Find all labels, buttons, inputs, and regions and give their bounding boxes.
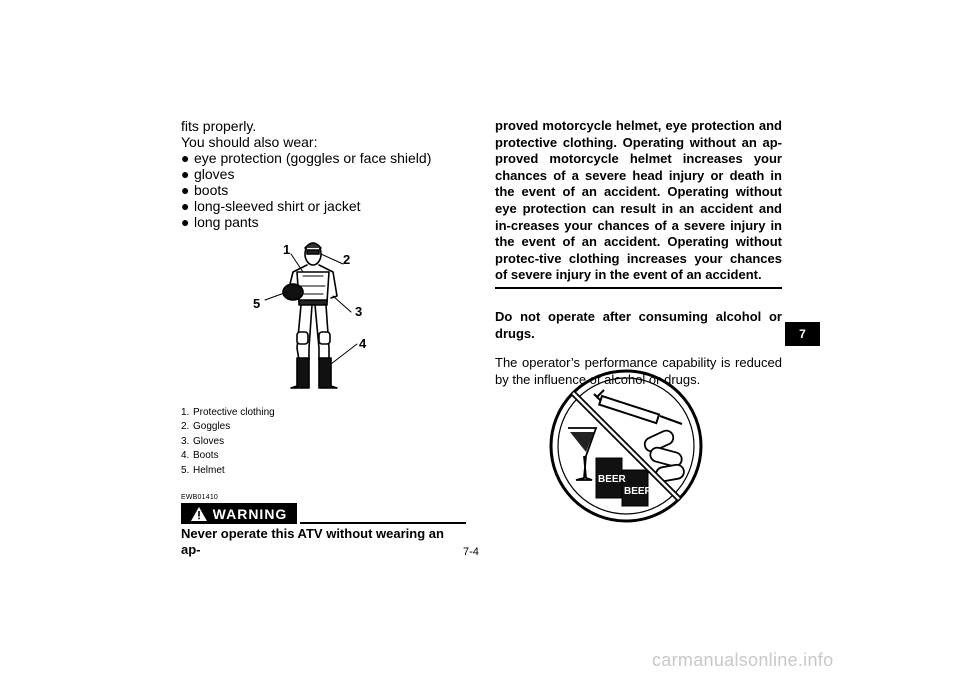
callout-2: 2: [343, 252, 351, 267]
caption-item: 2. Goggles: [181, 421, 231, 433]
bullet-icon: ●: [181, 214, 190, 230]
warning-text-continued: proved motorcycle helmet, eye protection and protective clothing. Operating without an ap-proved motorcycle helmet increases your chances of a severe head injury or death in the event of an accident. Operating without eye protection can result in an accident and in-creases your chances of a severe injury in the event of an accident. Operating without protec-tive clothing increases your chances of severe injury in the event of an accident.: [495, 118, 782, 283]
warning-text-start: Never operate this ATV without wearing an ap-: [181, 526, 444, 557]
chapter-tab: 7: [785, 322, 820, 346]
watermark: carmanualsonline.info: [652, 650, 834, 670]
caption-item: 3. Gloves: [181, 435, 225, 447]
protective-gear-figure: [247, 236, 375, 396]
callout-1: 1: [283, 242, 291, 257]
bullet-icon: ●: [181, 182, 190, 198]
beer-label-2: BEER: [624, 486, 652, 497]
right-column: [495, 118, 782, 401]
warning-label: WARNING: [212, 505, 288, 522]
warning-end-rule: [495, 287, 782, 289]
warning-code: EWB01410: [181, 494, 219, 501]
list-item: ● long-sleeved shirt or jacket: [181, 198, 361, 214]
list-item: ● long pants: [181, 214, 259, 230]
list-item: ● gloves: [181, 166, 235, 182]
callout-5: 5: [253, 296, 261, 311]
drugs-body: The operator’s performance capability is reduced by the influence of alcohol or drugs.: [495, 355, 782, 387]
bullet-icon: ●: [181, 198, 190, 214]
gear-list: [181, 150, 466, 230]
intro-line: fits properly.: [181, 118, 257, 134]
warning-badge: [181, 503, 297, 524]
figure-captions: [181, 406, 275, 478]
bullet-icon: ●: [181, 150, 190, 166]
warning-rule: [300, 522, 466, 524]
beer-label-1: BEER: [598, 474, 626, 485]
bullet-icon: ●: [181, 166, 190, 182]
list-item: ● boots: [181, 182, 229, 198]
page-number: 7-4: [463, 546, 479, 558]
left-column: [181, 118, 466, 230]
also-wear-line: You should also wear:: [181, 134, 318, 150]
drugs-heading: Do not operate after consuming alcohol or drugs.: [495, 308, 782, 341]
caption-item: 4. Boots: [181, 450, 219, 462]
callout-3: 3: [355, 304, 363, 319]
warning-triangle-icon: [191, 507, 207, 521]
caption-item: 1. Protective clothing: [181, 407, 275, 418]
callout-4: 4: [359, 336, 367, 351]
no-alcohol-drugs-figure: [546, 366, 706, 526]
list-item: ● eye protection (goggles or face shield): [181, 150, 432, 166]
caption-item: 5. Helmet: [181, 464, 225, 476]
